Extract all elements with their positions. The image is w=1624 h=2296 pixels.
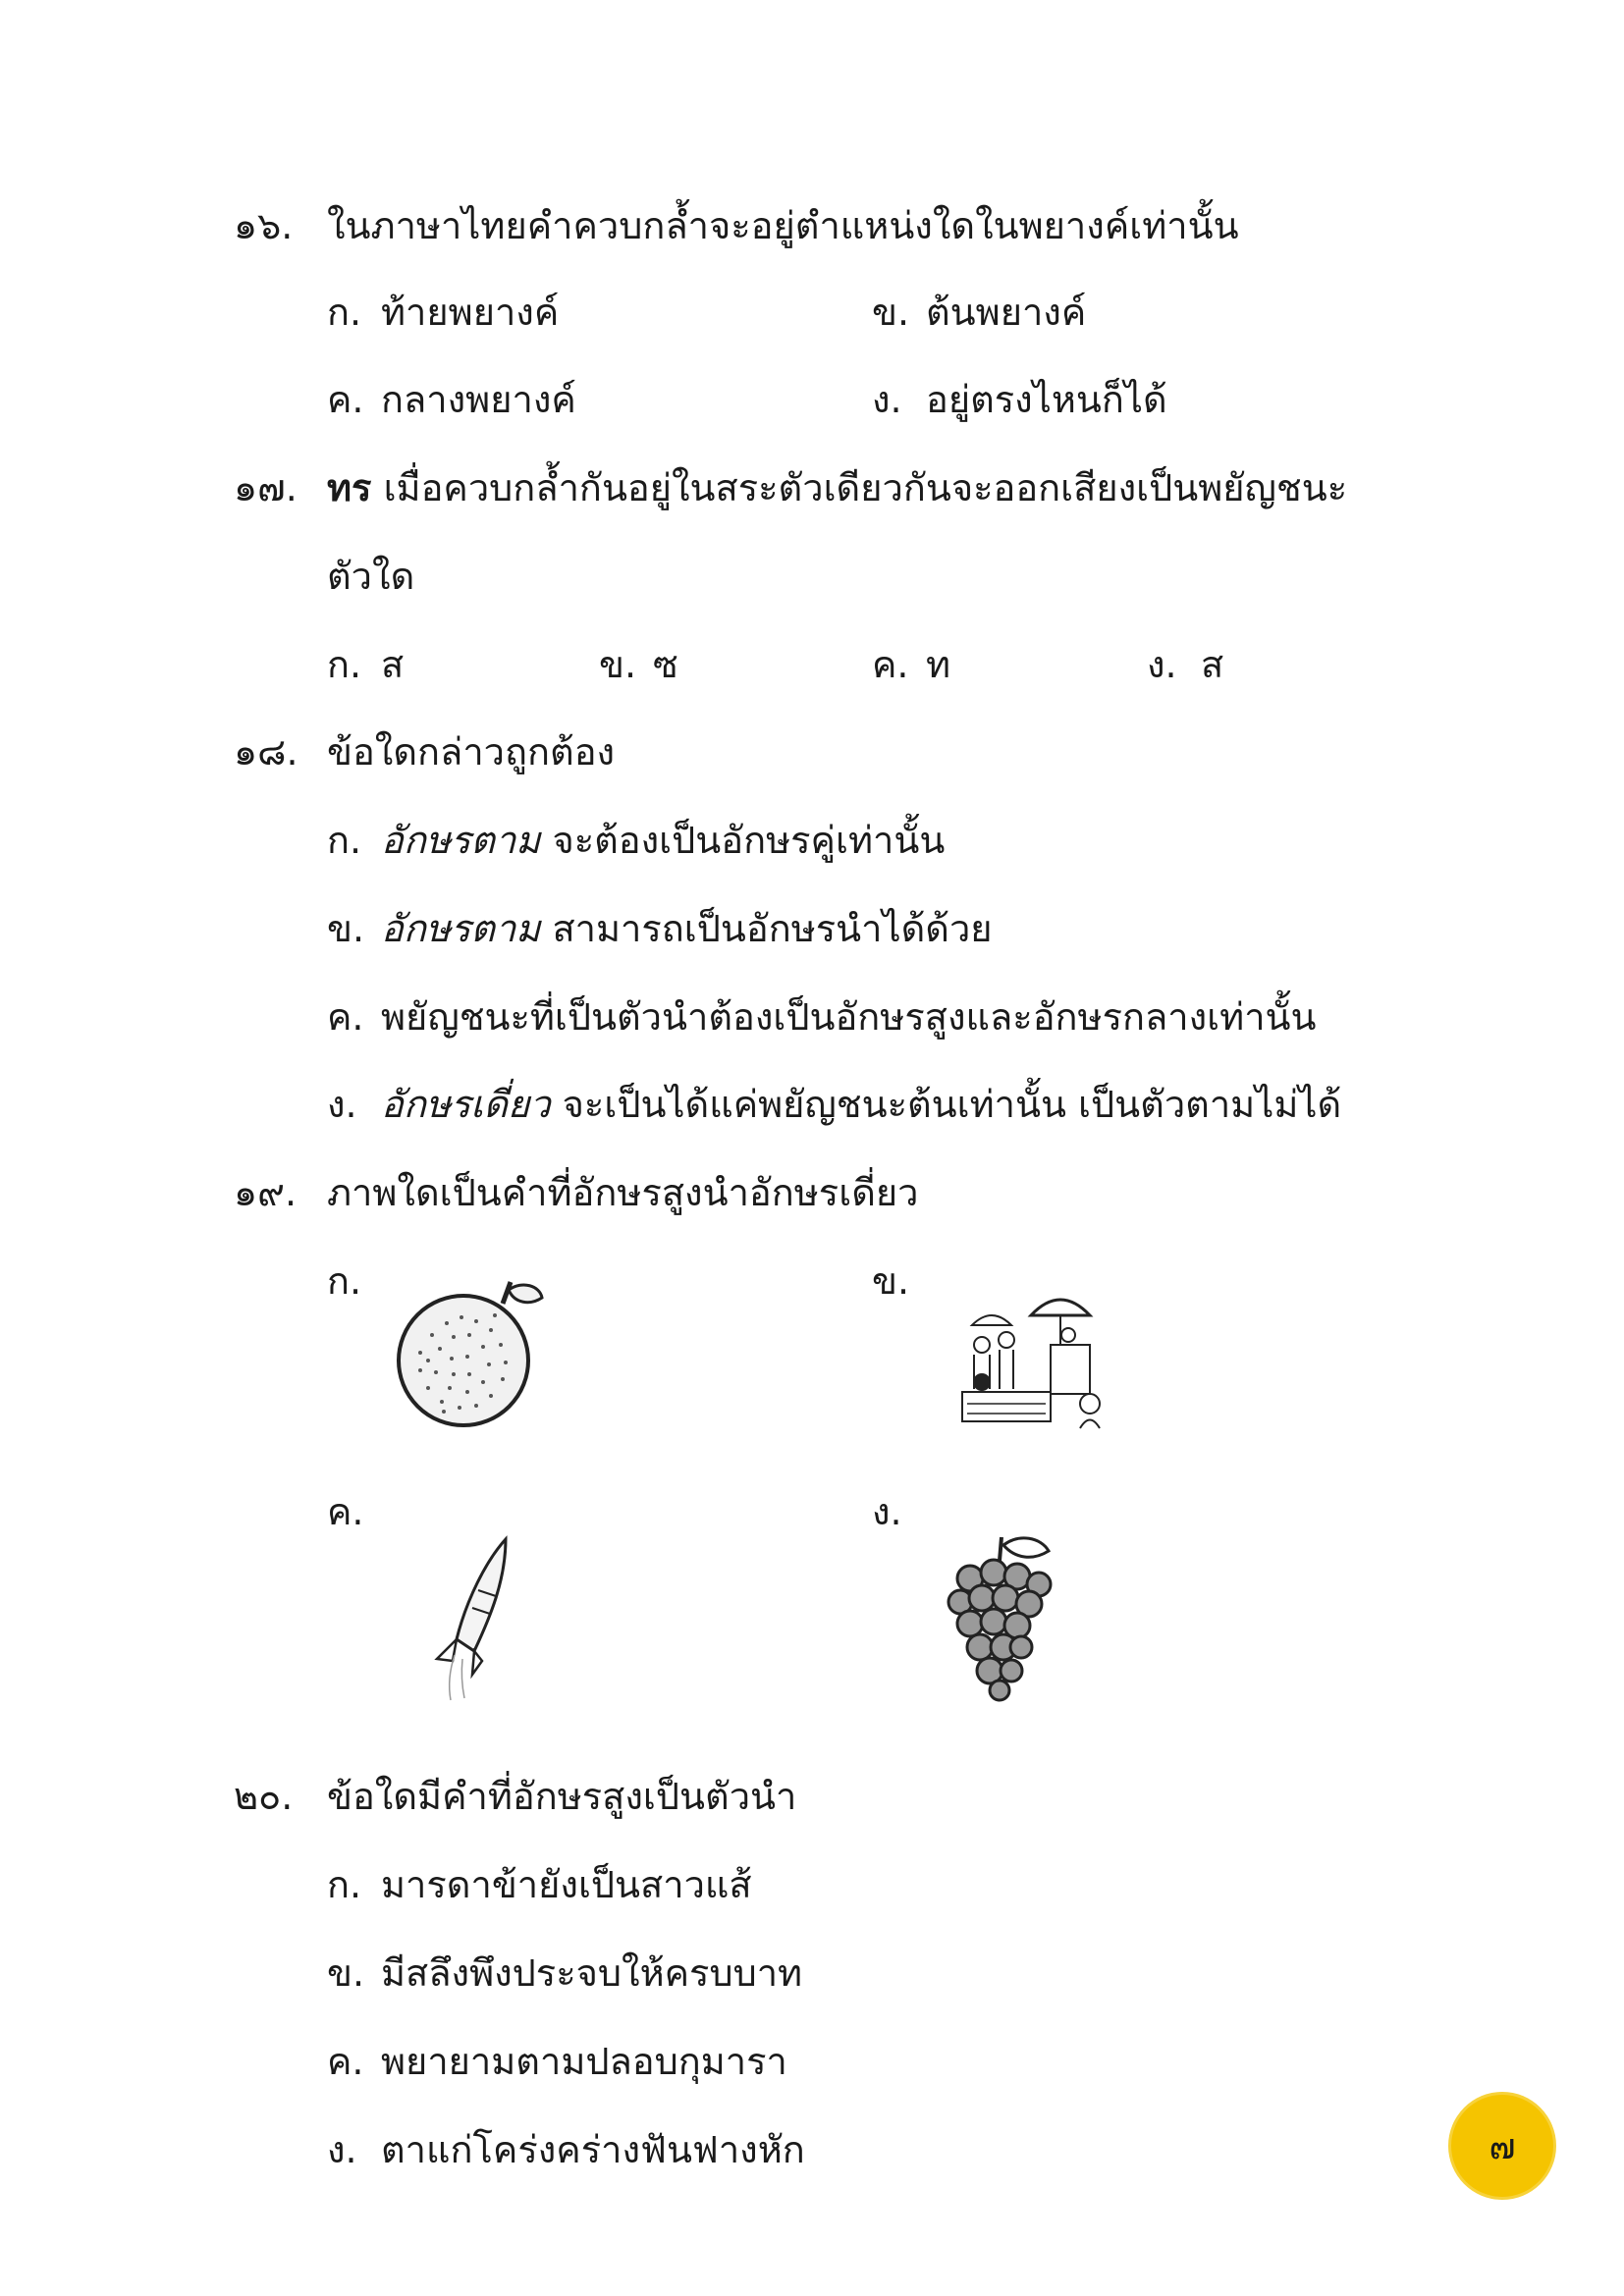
- rocket-image[interactable]: [417, 1531, 525, 1708]
- option-letter: ข.: [599, 643, 637, 686]
- option-body: จะต้องเป็นอักษรคู่เท่านั้น: [552, 819, 946, 862]
- option-letter: ค.: [327, 2040, 364, 2083]
- option-term: อักษรตาม: [381, 819, 541, 862]
- option-letter: ค.: [327, 378, 364, 421]
- option-letter: ง.: [327, 2128, 357, 2171]
- option-text[interactable]: มีสลึงพึงประจบให้ครบบาท: [381, 1951, 803, 1995]
- option-text[interactable]: ตาแก่โคร่งคร่างฟันฟางหัก: [381, 2128, 805, 2171]
- option-text[interactable]: กลางพยางค์: [381, 378, 576, 421]
- question-text: ข้อใดกล่าวถูกต้อง: [327, 730, 616, 774]
- page-number: ๗: [1489, 2126, 1516, 2167]
- option-text[interactable]: พยายามตามปลอบกุมารา: [381, 2040, 787, 2083]
- question-text-body: เมื่อควบกล้ำกันอยู่ในสระตัวเดียวกันจะออกเสียงเป็นพยัญชนะ: [383, 466, 1348, 509]
- option-text[interactable]: อยู่ตรงไหนก็ได้: [926, 378, 1167, 421]
- option-text[interactable]: ท้ายพยางค์: [381, 291, 560, 334]
- question-text-continued: ตัวใด: [327, 555, 415, 598]
- option-text[interactable]: พยัญชนะที่เป็นตัวนำต้องเป็นอักษรสูงและอักษรกลางเท่านั้น: [381, 995, 1317, 1039]
- option-text[interactable]: [381, 899, 993, 958]
- question-text: ในภาษาไทยคำควบกล้ำจะอยู่ตำแหน่งใดในพยางค์เท่านั้น: [327, 204, 1239, 247]
- question-number: ๑๖.: [234, 204, 294, 247]
- option-text[interactable]: ท: [926, 643, 951, 686]
- option-term: อักษรตาม: [381, 907, 541, 950]
- question-number: ๑๗.: [234, 466, 298, 509]
- option-term: อักษรเดี่ยว: [381, 1083, 551, 1126]
- option-letter: ข.: [327, 907, 365, 950]
- option-letter: ค.: [872, 643, 909, 686]
- option-letter[interactable]: ง.: [872, 1490, 902, 1533]
- option-letter[interactable]: ก.: [327, 1259, 362, 1303]
- option-body: จะเป็นได้แค่พยัญชนะต้นเท่านั้น เป็นตัวตามไม่ได้: [562, 1083, 1342, 1126]
- grapes-image[interactable]: [943, 1531, 1060, 1703]
- option-letter: ง.: [1147, 643, 1177, 686]
- option-text[interactable]: [381, 1075, 1341, 1134]
- option-body: สามารถเป็นอักษรนำได้ด้วย: [552, 907, 993, 950]
- option-letter: ก.: [327, 819, 362, 862]
- option-text[interactable]: ต้นพยางค์: [926, 291, 1087, 334]
- page-number-badge: [1451, 2095, 1553, 2197]
- option-letter[interactable]: ข.: [872, 1259, 910, 1303]
- option-text[interactable]: ส: [381, 643, 405, 686]
- market-scene-image[interactable]: [952, 1286, 1119, 1433]
- option-letter: ข.: [872, 291, 910, 334]
- question-number: ๑๙.: [234, 1171, 298, 1214]
- question-text: ภาพใดเป็นคำที่อักษรสูงนำอักษรเดี่ยว: [327, 1171, 919, 1214]
- option-letter[interactable]: ค.: [327, 1490, 364, 1533]
- question-keyword: ทร: [327, 466, 372, 509]
- pomelo-fruit-image[interactable]: [393, 1276, 550, 1433]
- option-letter: ง.: [872, 378, 902, 421]
- option-letter: ก.: [327, 291, 362, 334]
- option-letter: ค.: [327, 995, 364, 1039]
- question-number: ๑๘.: [234, 730, 298, 774]
- option-letter: ก.: [327, 1863, 362, 1906]
- option-text[interactable]: มารดาข้ายังเป็นสาวแส้: [381, 1863, 752, 1906]
- option-text[interactable]: ส: [1201, 643, 1224, 686]
- question-number: ๒๐.: [234, 1775, 294, 1818]
- question-text: [327, 458, 1347, 517]
- question-text: ข้อใดมีคำที่อักษรสูงเป็นตัวนำ: [327, 1775, 797, 1818]
- option-letter: ข.: [327, 1951, 365, 1995]
- option-letter: ง.: [327, 1083, 357, 1126]
- option-text[interactable]: ซ: [653, 643, 678, 686]
- option-letter: ก.: [327, 643, 362, 686]
- option-text[interactable]: [381, 811, 945, 870]
